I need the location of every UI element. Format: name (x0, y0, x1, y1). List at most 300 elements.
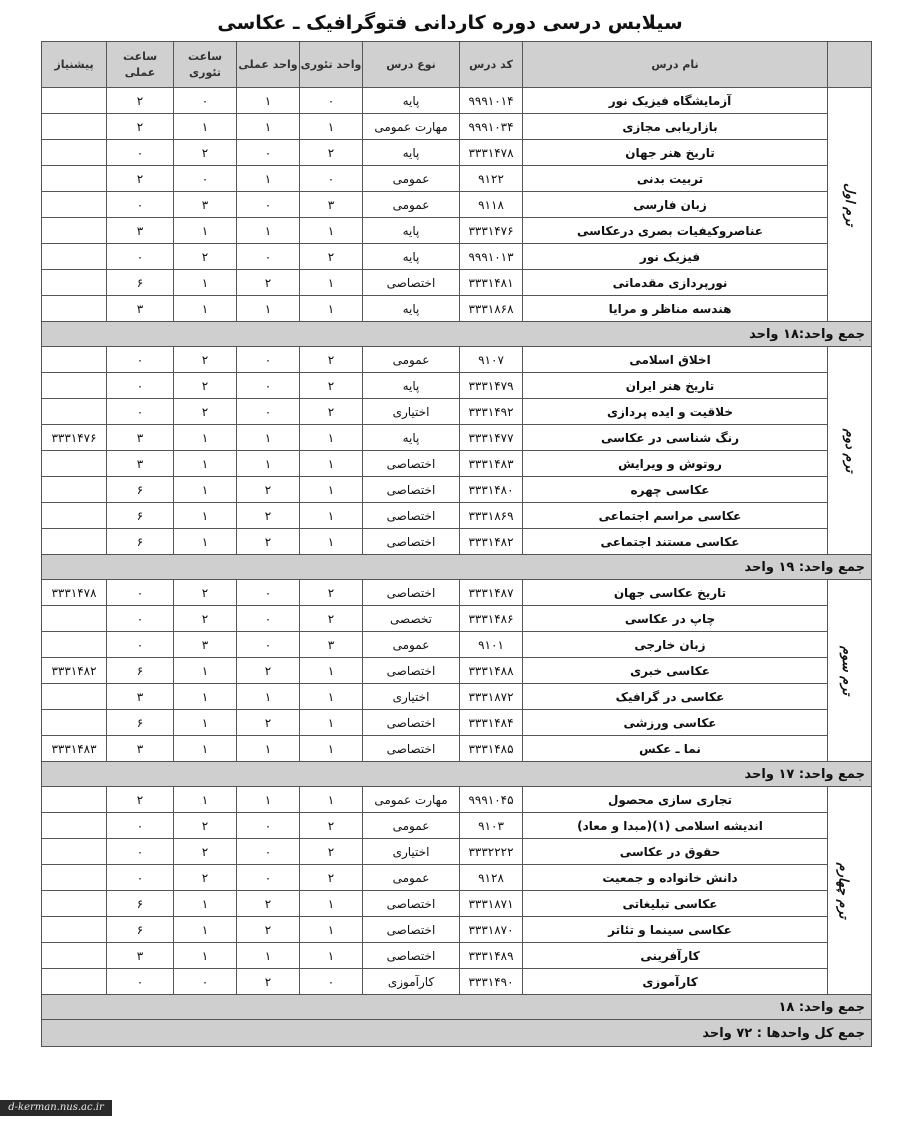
course-type-cell: پایه (363, 218, 460, 244)
theory-hours-cell: ۳ (174, 192, 237, 218)
table-row (42, 140, 872, 166)
practical-units-cell: ۲ (237, 477, 300, 503)
theory-units-cell: ۰ (300, 969, 363, 995)
practical-hours-cell: ۰ (107, 606, 174, 632)
theory-units-cell: ۱ (300, 270, 363, 296)
prerequisite-cell (42, 373, 107, 399)
practical-units-cell: ۲ (237, 969, 300, 995)
header-row (42, 42, 872, 88)
course-name-cell: تجاری سازی محصول (523, 787, 828, 813)
theory-hours-cell: ۱ (174, 218, 237, 244)
prerequisite-cell (42, 813, 107, 839)
course-code-cell: ۳۳۳۱۴۸۸ (460, 658, 523, 684)
prerequisite-cell (42, 787, 107, 813)
course-type-cell: اختیاری (363, 839, 460, 865)
theory-units-cell: ۲ (300, 865, 363, 891)
prerequisite-cell: ۳۳۳۱۴۷۶ (42, 425, 107, 451)
table-row (42, 658, 872, 684)
theory-units-cell: ۳ (300, 632, 363, 658)
course-code-cell: ۳۳۳۱۴۷۶ (460, 218, 523, 244)
course-code-cell: ۳۳۳۱۴۹۰ (460, 969, 523, 995)
course-code-cell: ۹۹۹۱۰۴۵ (460, 787, 523, 813)
table-row (42, 606, 872, 632)
prerequisite-cell (42, 891, 107, 917)
table-row (42, 684, 872, 710)
grand-total-row (42, 1020, 872, 1047)
theory-units-cell: ۰ (300, 88, 363, 114)
course-name-cell: اخلاق اسلامی (523, 347, 828, 373)
theory-hours-cell: ۳ (174, 632, 237, 658)
course-name-cell: عکاسی در گرافیک (523, 684, 828, 710)
theory-hours-cell: ۱ (174, 114, 237, 140)
prerequisite-cell: ۳۳۳۱۴۸۲ (42, 658, 107, 684)
course-type-cell: عمومی (363, 865, 460, 891)
practical-hours-cell: ۰ (107, 399, 174, 425)
course-name-cell: زبان فارسی (523, 192, 828, 218)
course-type-cell: عمومی (363, 192, 460, 218)
theory-units-cell: ۱ (300, 425, 363, 451)
course-code-cell: ۳۳۳۱۴۹۲ (460, 399, 523, 425)
practical-hours-cell: ۶ (107, 710, 174, 736)
prerequisite-cell (42, 88, 107, 114)
course-type-cell: پایه (363, 373, 460, 399)
prerequisite-cell (42, 632, 107, 658)
course-code-cell: ۳۳۳۱۴۸۳ (460, 451, 523, 477)
theory-hours-cell: ۲ (174, 244, 237, 270)
practical-units-cell: ۰ (237, 606, 300, 632)
term-total-row (42, 762, 872, 787)
theory-hours-cell: ۱ (174, 891, 237, 917)
course-code-cell: ۹۹۹۱۰۱۳ (460, 244, 523, 270)
prerequisite-cell (42, 710, 107, 736)
term-label: ترم سوم (838, 645, 854, 696)
course-name-cell: رنگ شناسی در عکاسی (523, 425, 828, 451)
prerequisite-cell (42, 347, 107, 373)
theory-units-cell: ۱ (300, 943, 363, 969)
table-row (42, 114, 872, 140)
practical-hours-cell: ۰ (107, 839, 174, 865)
practical-hours-cell: ۰ (107, 373, 174, 399)
term-label: ترم دوم (841, 428, 857, 473)
practical-hours-cell: ۳ (107, 296, 174, 322)
course-name-cell: عکاسی مراسم اجتماعی (523, 503, 828, 529)
table-row (42, 736, 872, 762)
practical-hours-cell: ۶ (107, 891, 174, 917)
theory-units-cell: ۱ (300, 451, 363, 477)
term-label: ترم اول (841, 183, 857, 226)
grand-total: جمع کل واحدها : ۷۲ واحد (42, 1020, 872, 1047)
prerequisite-cell (42, 244, 107, 270)
theory-units-cell: ۲ (300, 813, 363, 839)
term-total-row (42, 555, 872, 580)
practical-units-cell: ۲ (237, 710, 300, 736)
practical-units-cell: ۱ (237, 88, 300, 114)
term-cell (828, 88, 872, 322)
practical-hours-cell: ۰ (107, 347, 174, 373)
course-code-cell: ۹۱۲۸ (460, 865, 523, 891)
practical-hours-cell: ۰ (107, 632, 174, 658)
course-name-cell: زبان خارجی (523, 632, 828, 658)
course-name-cell: تاریخ هنر جهان (523, 140, 828, 166)
table-row (42, 244, 872, 270)
course-code-cell: ۳۳۳۱۴۸۴ (460, 710, 523, 736)
theory-hours-cell: ۰ (174, 88, 237, 114)
practical-hours-cell: ۶ (107, 477, 174, 503)
prerequisite-cell (42, 399, 107, 425)
theory-units-cell: ۳ (300, 192, 363, 218)
course-type-cell: اختصاصی (363, 270, 460, 296)
theory-units-cell: ۱ (300, 658, 363, 684)
prerequisite-cell (42, 218, 107, 244)
course-name-cell: چاپ در عکاسی (523, 606, 828, 632)
theory-units-cell: ۱ (300, 891, 363, 917)
theory-hours-cell: ۲ (174, 865, 237, 891)
course-name-cell: عناصروکیفیات بصری درعکاسی (523, 218, 828, 244)
practical-units-cell: ۰ (237, 813, 300, 839)
prerequisite-cell (42, 684, 107, 710)
prerequisite-cell (42, 865, 107, 891)
course-type-cell: عمومی (363, 632, 460, 658)
theory-hours-cell: ۱ (174, 451, 237, 477)
table-row (42, 865, 872, 891)
practical-units-cell: ۰ (237, 373, 300, 399)
course-name-cell: عکاسی سینما و تئاتر (523, 917, 828, 943)
practical-units-cell: ۱ (237, 787, 300, 813)
course-type-cell: پایه (363, 296, 460, 322)
theory-units-cell: ۱ (300, 218, 363, 244)
practical-hours-cell: ۲ (107, 88, 174, 114)
theory-hours-cell: ۱ (174, 503, 237, 529)
theory-units-cell: ۱ (300, 477, 363, 503)
table-row (42, 503, 872, 529)
practical-hours-cell: ۶ (107, 503, 174, 529)
theory-hours-cell: ۲ (174, 839, 237, 865)
theory-units-cell: ۱ (300, 529, 363, 555)
course-type-cell: کارآموزی (363, 969, 460, 995)
course-code-cell: ۳۳۳۱۸۶۹ (460, 503, 523, 529)
course-type-cell: اختیاری (363, 399, 460, 425)
theory-units-cell: ۱ (300, 503, 363, 529)
term-total-row (42, 322, 872, 347)
practical-units-cell: ۲ (237, 529, 300, 555)
table-row (42, 477, 872, 503)
theory-units-cell: ۱ (300, 684, 363, 710)
table-row (42, 891, 872, 917)
course-code-cell: ۹۱۱۸ (460, 192, 523, 218)
course-name-cell: فیزیک نور (523, 244, 828, 270)
course-type-cell: اختصاصی (363, 917, 460, 943)
table-row (42, 425, 872, 451)
theory-units-cell: ۱ (300, 787, 363, 813)
table-row (42, 192, 872, 218)
theory-units-cell: ۱ (300, 710, 363, 736)
course-type-cell: اختصاصی (363, 736, 460, 762)
theory-hours-cell: ۱ (174, 270, 237, 296)
header-theory-units: واحد تئوری (300, 42, 363, 88)
practical-hours-cell: ۰ (107, 813, 174, 839)
table-row (42, 529, 872, 555)
table-row (42, 373, 872, 399)
practical-units-cell: ۰ (237, 632, 300, 658)
course-type-cell: پایه (363, 140, 460, 166)
table-row (42, 399, 872, 425)
practical-units-cell: ۱ (237, 114, 300, 140)
theory-hours-cell: ۲ (174, 813, 237, 839)
table-row (42, 88, 872, 114)
practical-units-cell: ۰ (237, 192, 300, 218)
course-name-cell: عکاسی خبری (523, 658, 828, 684)
prerequisite-cell (42, 503, 107, 529)
course-name-cell: آزمایشگاه فیزیک نور (523, 88, 828, 114)
course-name-cell: خلاقیت و ایده پردازی (523, 399, 828, 425)
table-row (42, 813, 872, 839)
term-total: جمع واحد: ۱۷ واحد (42, 762, 872, 787)
practical-units-cell: ۰ (237, 580, 300, 606)
theory-hours-cell: ۱ (174, 736, 237, 762)
prerequisite-cell (42, 270, 107, 296)
theory-units-cell: ۱ (300, 917, 363, 943)
theory-hours-cell: ۱ (174, 658, 237, 684)
table-body (42, 88, 872, 1047)
course-name-cell: تربیت بدنی (523, 166, 828, 192)
course-code-cell: ۳۳۳۱۴۸۷ (460, 580, 523, 606)
course-code-cell: ۳۳۳۱۴۸۰ (460, 477, 523, 503)
practical-hours-cell: ۲ (107, 166, 174, 192)
practical-units-cell: ۱ (237, 425, 300, 451)
practical-hours-cell: ۰ (107, 192, 174, 218)
practical-hours-cell: ۳ (107, 451, 174, 477)
term-label: ترم چهارم (835, 862, 851, 919)
practical-units-cell: ۲ (237, 658, 300, 684)
course-type-cell: مهارت عمومی (363, 114, 460, 140)
header-theory-hours: ساعت تئوری (174, 42, 237, 88)
course-name-cell: حقوق در عکاسی (523, 839, 828, 865)
practical-hours-cell: ۶ (107, 917, 174, 943)
course-code-cell: ۹۱۰۳ (460, 813, 523, 839)
page-title: سیلابس درسی دوره کاردانی فتوگرافیک ـ عکاسی (217, 12, 683, 34)
course-name-cell: تاریخ هنر ایران (523, 373, 828, 399)
theory-hours-cell: ۰ (174, 969, 237, 995)
course-type-cell: اختصاصی (363, 943, 460, 969)
practical-units-cell: ۰ (237, 140, 300, 166)
course-name-cell: عکاسی چهره (523, 477, 828, 503)
term-total: جمع واحد: ۱۸ (42, 995, 872, 1020)
practical-units-cell: ۲ (237, 503, 300, 529)
practical-hours-cell: ۶ (107, 658, 174, 684)
practical-units-cell: ۱ (237, 943, 300, 969)
course-code-cell: ۳۳۳۱۸۷۱ (460, 891, 523, 917)
course-code-cell: ۹۹۹۱۰۱۴ (460, 88, 523, 114)
practical-units-cell: ۱ (237, 736, 300, 762)
prerequisite-cell (42, 969, 107, 995)
theory-hours-cell: ۰ (174, 166, 237, 192)
course-code-cell: ۳۳۳۱۸۷۰ (460, 917, 523, 943)
theory-units-cell: ۱ (300, 114, 363, 140)
theory-hours-cell: ۱ (174, 943, 237, 969)
website-watermark: d-kerman.nus.ac.ir (0, 1100, 112, 1116)
practical-hours-cell: ۲ (107, 114, 174, 140)
practical-units-cell: ۲ (237, 917, 300, 943)
theory-hours-cell: ۱ (174, 425, 237, 451)
prerequisite-cell (42, 477, 107, 503)
prerequisite-cell (42, 140, 107, 166)
theory-hours-cell: ۱ (174, 710, 237, 736)
course-type-cell: مهارت عمومی (363, 787, 460, 813)
practical-hours-cell: ۳ (107, 943, 174, 969)
header-course-type: نوع درس (363, 42, 460, 88)
syllabus-table (41, 41, 872, 1047)
course-code-cell: ۹۱۰۷ (460, 347, 523, 373)
practical-units-cell: ۰ (237, 399, 300, 425)
course-code-cell: ۳۳۳۱۴۷۸ (460, 140, 523, 166)
course-code-cell: ۳۳۳۱۴۸۲ (460, 529, 523, 555)
theory-hours-cell: ۲ (174, 399, 237, 425)
prerequisite-cell (42, 114, 107, 140)
practical-hours-cell: ۳ (107, 425, 174, 451)
table-row (42, 347, 872, 373)
prerequisite-cell (42, 192, 107, 218)
course-name-cell: عکاسی مستند اجتماعی (523, 529, 828, 555)
course-type-cell: عمومی (363, 813, 460, 839)
table-row (42, 943, 872, 969)
theory-hours-cell: ۱ (174, 529, 237, 555)
header-course-code: کد درس (460, 42, 523, 88)
course-type-cell: اختصاصی (363, 891, 460, 917)
course-name-cell: عکاسی ورزشی (523, 710, 828, 736)
theory-units-cell: ۲ (300, 347, 363, 373)
course-code-cell: ۳۳۳۱۴۷۷ (460, 425, 523, 451)
practical-units-cell: ۰ (237, 865, 300, 891)
practical-units-cell: ۰ (237, 244, 300, 270)
course-code-cell: ۳۳۳۱۴۸۶ (460, 606, 523, 632)
header-course-name: نام درس (523, 42, 828, 88)
course-type-cell: تخصصی (363, 606, 460, 632)
prerequisite-cell (42, 166, 107, 192)
practical-units-cell: ۱ (237, 684, 300, 710)
course-name-cell: نما ـ عکس (523, 736, 828, 762)
course-type-cell: اختصاصی (363, 503, 460, 529)
practical-hours-cell: ۳ (107, 684, 174, 710)
prerequisite-cell (42, 917, 107, 943)
practical-hours-cell: ۰ (107, 140, 174, 166)
course-code-cell: ۹۱۰۱ (460, 632, 523, 658)
course-type-cell: پایه (363, 425, 460, 451)
theory-hours-cell: ۱ (174, 917, 237, 943)
course-name-cell: عکاسی تبلیغاتی (523, 891, 828, 917)
course-type-cell: عمومی (363, 347, 460, 373)
prerequisite-cell: ۳۳۳۱۴۸۳ (42, 736, 107, 762)
practical-hours-cell: ۳ (107, 736, 174, 762)
header-term (828, 42, 872, 88)
prerequisite-cell: ۳۳۳۱۴۷۸ (42, 580, 107, 606)
term-cell (828, 787, 872, 995)
theory-hours-cell: ۱ (174, 477, 237, 503)
practical-units-cell: ۱ (237, 166, 300, 192)
theory-hours-cell: ۲ (174, 606, 237, 632)
theory-units-cell: ۲ (300, 606, 363, 632)
table-row (42, 710, 872, 736)
course-code-cell: ۳۳۳۱۴۸۵ (460, 736, 523, 762)
table-row (42, 270, 872, 296)
practical-hours-cell: ۶ (107, 270, 174, 296)
course-name-cell: هندسه مناظر و مرایا (523, 296, 828, 322)
prerequisite-cell (42, 606, 107, 632)
prerequisite-cell (42, 296, 107, 322)
theory-units-cell: ۰ (300, 166, 363, 192)
course-name-cell: کارآموزی (523, 969, 828, 995)
table-row (42, 632, 872, 658)
practical-hours-cell: ۰ (107, 580, 174, 606)
header-prerequisite: پیشنیاز (42, 42, 107, 88)
course-type-cell: اختصاصی (363, 477, 460, 503)
course-type-cell: اختصاصی (363, 710, 460, 736)
table-row (42, 296, 872, 322)
theory-hours-cell: ۲ (174, 140, 237, 166)
course-code-cell: ۳۳۳۱۸۶۸ (460, 296, 523, 322)
practical-hours-cell: ۰ (107, 969, 174, 995)
practical-hours-cell: ۰ (107, 244, 174, 270)
course-type-cell: اختیاری (363, 684, 460, 710)
table-row (42, 218, 872, 244)
course-name-cell: اندیشه اسلامی (۱)(مبدا و معاد) (523, 813, 828, 839)
theory-units-cell: ۱ (300, 736, 363, 762)
term-total-row (42, 995, 872, 1020)
table-row (42, 839, 872, 865)
header-practical-units: واحد عملی (237, 42, 300, 88)
table-row (42, 787, 872, 813)
table-row (42, 451, 872, 477)
course-name-cell: تاریخ عکاسی جهان (523, 580, 828, 606)
course-type-cell: پایه (363, 244, 460, 270)
practical-hours-cell: ۰ (107, 865, 174, 891)
course-code-cell: ۳۳۳۲۲۲۲ (460, 839, 523, 865)
theory-units-cell: ۲ (300, 373, 363, 399)
theory-units-cell: ۱ (300, 296, 363, 322)
course-name-cell: کارآفرینی (523, 943, 828, 969)
prerequisite-cell (42, 451, 107, 477)
course-name-cell: نورپردازی مقدماتی (523, 270, 828, 296)
course-name-cell: روتوش و ویرایش (523, 451, 828, 477)
theory-units-cell: ۲ (300, 839, 363, 865)
practical-hours-cell: ۲ (107, 787, 174, 813)
term-total: جمع واحد: ۱۹ واحد (42, 555, 872, 580)
course-code-cell: ۳۳۳۱۴۸۱ (460, 270, 523, 296)
practical-hours-cell: ۶ (107, 529, 174, 555)
course-type-cell: اختصاصی (363, 451, 460, 477)
theory-units-cell: ۲ (300, 244, 363, 270)
course-code-cell: ۳۳۳۱۸۷۲ (460, 684, 523, 710)
practical-units-cell: ۰ (237, 347, 300, 373)
practical-units-cell: ۲ (237, 270, 300, 296)
course-type-cell: عمومی (363, 166, 460, 192)
theory-units-cell: ۲ (300, 140, 363, 166)
practical-units-cell: ۲ (237, 891, 300, 917)
table-row (42, 580, 872, 606)
table-row (42, 969, 872, 995)
practical-units-cell: ۱ (237, 451, 300, 477)
theory-hours-cell: ۱ (174, 787, 237, 813)
course-name-cell: بازاریابی مجازی (523, 114, 828, 140)
theory-hours-cell: ۲ (174, 580, 237, 606)
theory-units-cell: ۲ (300, 580, 363, 606)
prerequisite-cell (42, 943, 107, 969)
theory-hours-cell: ۲ (174, 373, 237, 399)
theory-hours-cell: ۱ (174, 296, 237, 322)
theory-hours-cell: ۱ (174, 684, 237, 710)
course-name-cell: دانش خانواده و جمعیت (523, 865, 828, 891)
practical-units-cell: ۱ (237, 296, 300, 322)
theory-hours-cell: ۲ (174, 347, 237, 373)
